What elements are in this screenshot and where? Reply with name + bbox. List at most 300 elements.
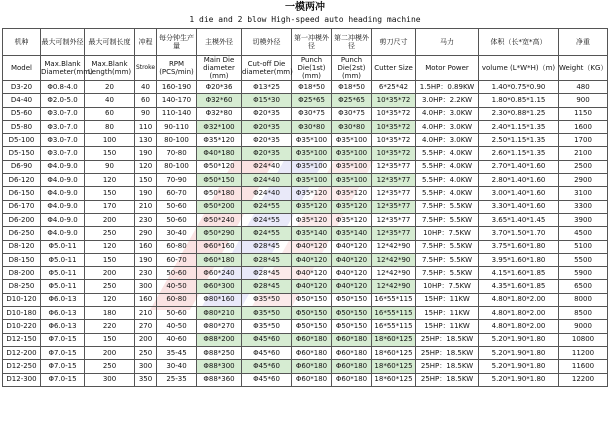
cutter-size-cell: 12*35*77: [372, 174, 416, 187]
cutter-size-cell: 12*42*90: [372, 267, 416, 280]
cutter-size-cell: 18*60*125: [372, 346, 416, 359]
cutoff-die-cell: Φ20*35: [242, 134, 292, 147]
volume-cell: 5.20*1.90*1.80: [479, 373, 559, 386]
volume-cell: 2.30*0.88*1.25: [479, 107, 559, 120]
model-cell: D6-200: [3, 213, 41, 226]
stroke-cell: 350: [135, 373, 157, 386]
header-cell-cn: 切模外径: [242, 29, 292, 56]
rpm-cell: 70-80: [157, 147, 197, 160]
cutoff-die-cell: Φ24*40: [242, 187, 292, 200]
cutoff-die-cell: Φ24*40: [242, 160, 292, 173]
stroke-cell: 270: [135, 320, 157, 333]
header-cell-cn: 马力: [416, 29, 479, 56]
stroke-cell: 250: [135, 346, 157, 359]
weight-cell: 3300: [559, 200, 608, 213]
main-die-cell: Φ80*210: [197, 307, 242, 320]
blank-diameter-cell: Φ3.0-7.0: [41, 134, 85, 147]
table-row: [3, 253, 608, 266]
punch-die-1st-cell: Φ30*80: [292, 120, 332, 133]
header-cell-en: Model: [3, 56, 41, 81]
table-row: [3, 120, 608, 133]
cutter-size-cell: 12*35*77: [372, 213, 416, 226]
volume-cell: 2.40*1.15*1.35: [479, 120, 559, 133]
header-cell-cn: 每分钟生产量: [157, 29, 197, 56]
blank-length-cell: 150: [85, 333, 135, 346]
punch-die-1st-cell: Φ40*120: [292, 240, 332, 253]
header-cell-cn: 体积（长*宽*高）: [479, 29, 559, 56]
punch-die-2st-cell: Φ40*120: [332, 267, 372, 280]
punch-die-1st-cell: Φ50*150: [292, 307, 332, 320]
cutter-size-cell: 12*42*90: [372, 240, 416, 253]
weight-cell: 900: [559, 94, 608, 107]
blank-length-cell: 100: [85, 134, 135, 147]
main-die-cell: Φ50*180: [197, 187, 242, 200]
weight-cell: 1700: [559, 134, 608, 147]
blank-length-cell: 250: [85, 280, 135, 293]
rpm-cell: 60-80: [157, 293, 197, 306]
motor-power-cell: 5.5HP：4.0KW: [416, 174, 479, 187]
punch-die-1st-cell: Φ35*100: [292, 134, 332, 147]
stroke-cell: 300: [135, 280, 157, 293]
cutoff-die-cell: Φ35*50: [242, 307, 292, 320]
punch-die-2st-cell: Φ30*80: [332, 120, 372, 133]
rpm-cell: 50-60: [157, 267, 197, 280]
main-die-cell: Φ88*250: [197, 346, 242, 359]
header-cell-en: RPM (PCS/min): [157, 56, 197, 81]
volume-cell: 2.60*1.15*1.35: [479, 147, 559, 160]
table-row: [3, 280, 608, 293]
table-body: [3, 81, 608, 387]
blank-diameter-cell: Φ7.0-15: [41, 373, 85, 386]
blank-length-cell: 180: [85, 307, 135, 320]
punch-die-1st-cell: Φ18*50: [292, 81, 332, 94]
model-cell: D12-150: [3, 333, 41, 346]
stroke-cell: 230: [135, 213, 157, 226]
punch-die-2st-cell: Φ25*65: [332, 94, 372, 107]
stroke-cell: 230: [135, 267, 157, 280]
volume-cell: 3.30*1.40*1.60: [479, 200, 559, 213]
weight-cell: 1150: [559, 107, 608, 120]
blank-length-cell: 250: [85, 227, 135, 240]
cutter-size-cell: 12*35*77: [372, 160, 416, 173]
motor-power-cell: 25HP：18.5KW: [416, 373, 479, 386]
punch-die-2st-cell: Φ35*140: [332, 227, 372, 240]
volume-cell: 2.50*1.15*1.35: [479, 134, 559, 147]
volume-cell: 5.20*1.90*1.80: [479, 360, 559, 373]
header-row-en: [3, 56, 608, 81]
cutter-size-cell: 16*55*115: [372, 320, 416, 333]
table-row: [3, 147, 608, 160]
stroke-cell: 110: [135, 120, 157, 133]
model-cell: D10-220: [3, 320, 41, 333]
punch-die-1st-cell: Φ35*120: [292, 200, 332, 213]
main-die-cell: Φ32*80: [197, 107, 242, 120]
header-cell-en: Stroke: [135, 56, 157, 81]
blank-diameter-cell: Φ6.0-13: [41, 307, 85, 320]
motor-power-cell: 25HP：18.5KW: [416, 360, 479, 373]
motor-power-cell: 7.5HP：5.5KW: [416, 267, 479, 280]
punch-die-1st-cell: Φ50*150: [292, 293, 332, 306]
punch-die-2st-cell: Φ35*100: [332, 147, 372, 160]
main-die-cell: Φ50*120: [197, 160, 242, 173]
header-cell-cn: 机种: [3, 29, 41, 56]
model-cell: D4-40: [3, 94, 41, 107]
motor-power-cell: 4.0HP：3.0KW: [416, 107, 479, 120]
motor-power-cell: 4.0HP：3.0KW: [416, 134, 479, 147]
stroke-cell: 120: [135, 160, 157, 173]
blank-diameter-cell: Φ4.0-9.0: [41, 160, 85, 173]
model-cell: D8-250: [3, 280, 41, 293]
cutoff-die-cell: Φ45*60: [242, 360, 292, 373]
model-cell: D6-150: [3, 187, 41, 200]
table-row: [3, 107, 608, 120]
model-cell: D6-120: [3, 174, 41, 187]
header-cell-en: volume (L*W*H)（m): [479, 56, 559, 81]
volume-cell: 2.80*1.40*1.60: [479, 174, 559, 187]
cutter-size-cell: 12*35*77: [372, 227, 416, 240]
blank-diameter-cell: Φ7.0-15: [41, 346, 85, 359]
table-row: [3, 227, 608, 240]
blank-length-cell: 200: [85, 346, 135, 359]
volume-cell: 3.75*1.60*1.80: [479, 240, 559, 253]
main-die-cell: Φ88*300: [197, 360, 242, 373]
header-cell-cn: 第一冲模外径: [292, 29, 332, 56]
blank-diameter-cell: Φ4.0-9.0: [41, 174, 85, 187]
weight-cell: 12200: [559, 373, 608, 386]
punch-die-2st-cell: Φ35*120: [332, 200, 372, 213]
punch-die-1st-cell: Φ35*100: [292, 174, 332, 187]
volume-cell: 3.95*1.60*1.80: [479, 253, 559, 266]
header-cell-en: Weight（KG）: [559, 56, 608, 81]
volume-cell: 1.40*0.75*0.90: [479, 81, 559, 94]
main-die-cell: Φ32*100: [197, 120, 242, 133]
punch-die-1st-cell: Φ35*140: [292, 227, 332, 240]
stroke-cell: 190: [135, 147, 157, 160]
punch-die-2st-cell: Φ40*120: [332, 280, 372, 293]
blank-diameter-cell: Φ5.0-11: [41, 253, 85, 266]
weight-cell: 11600: [559, 360, 608, 373]
stroke-cell: 190: [135, 187, 157, 200]
cutoff-die-cell: Φ45*60: [242, 373, 292, 386]
cutter-size-cell: 16*55*115: [372, 307, 416, 320]
cutter-size-cell: 10*35*72: [372, 107, 416, 120]
model-cell: D10-120: [3, 293, 41, 306]
main-die-cell: Φ60*240: [197, 267, 242, 280]
stroke-cell: 160: [135, 240, 157, 253]
blank-length-cell: 170: [85, 200, 135, 213]
header-cell-cn: 剪刀尺寸: [372, 29, 416, 56]
model-cell: D12-250: [3, 360, 41, 373]
punch-die-2st-cell: Φ18*50: [332, 81, 372, 94]
main-die-cell: Φ50*150: [197, 174, 242, 187]
table-row: [3, 94, 608, 107]
stroke-cell: 160: [135, 293, 157, 306]
weight-cell: 9000: [559, 320, 608, 333]
motor-power-cell: 15HP：11KW: [416, 320, 479, 333]
blank-length-cell: 150: [85, 187, 135, 200]
rpm-cell: 110-140: [157, 107, 197, 120]
rpm-cell: 50-60: [157, 307, 197, 320]
page-title: 一模两冲: [285, 2, 325, 13]
blank-diameter-cell: Φ6.0-13: [41, 320, 85, 333]
motor-power-cell: 25HP：18.5KW: [416, 333, 479, 346]
weight-cell: 6500: [559, 280, 608, 293]
blank-length-cell: 250: [85, 360, 135, 373]
cutter-size-cell: 12*42*90: [372, 253, 416, 266]
cutter-size-cell: 6*25*42: [372, 81, 416, 94]
cutoff-die-cell: Φ45*60: [242, 346, 292, 359]
model-cell: D6-90: [3, 160, 41, 173]
title-block: [0, 0, 610, 28]
table-row: [3, 240, 608, 253]
main-die-cell: Φ32*60: [197, 94, 242, 107]
model-cell: D5-80: [3, 120, 41, 133]
table-row: [3, 81, 608, 94]
weight-cell: 8500: [559, 307, 608, 320]
blank-diameter-cell: Φ7.0-15: [41, 333, 85, 346]
blank-diameter-cell: Φ5.0-11: [41, 280, 85, 293]
cutter-size-cell: 10*35*72: [372, 134, 416, 147]
blank-diameter-cell: Φ3.0-7.0: [41, 147, 85, 160]
rpm-cell: 80-100: [157, 160, 197, 173]
blank-diameter-cell: Φ3.0-7.0: [41, 120, 85, 133]
weight-cell: 8000: [559, 293, 608, 306]
rpm-cell: 80-100: [157, 134, 197, 147]
motor-power-cell: 5.5HP：4.0KW: [416, 160, 479, 173]
punch-die-2st-cell: Φ60*180: [332, 333, 372, 346]
punch-die-1st-cell: Φ60*180: [292, 346, 332, 359]
model-cell: D5-100: [3, 134, 41, 147]
blank-length-cell: 90: [85, 160, 135, 173]
stroke-cell: 190: [135, 253, 157, 266]
table-row: [3, 187, 608, 200]
blank-diameter-cell: Φ5.0-11: [41, 267, 85, 280]
motor-power-cell: 15HP：11KW: [416, 293, 479, 306]
main-die-cell: Φ35*120: [197, 134, 242, 147]
volume-cell: 5.20*1.90*1.80: [479, 346, 559, 359]
blank-diameter-cell: Φ6.0-13: [41, 293, 85, 306]
punch-die-1st-cell: Φ35*100: [292, 147, 332, 160]
blank-length-cell: 150: [85, 253, 135, 266]
main-die-cell: Φ60*160: [197, 240, 242, 253]
motor-power-cell: 5.5HP：4.0KW: [416, 187, 479, 200]
blank-length-cell: 80: [85, 120, 135, 133]
blank-diameter-cell: Φ0.8-4.0: [41, 81, 85, 94]
stroke-cell: 300: [135, 360, 157, 373]
header-cell-cn: 最大可制外径: [41, 29, 85, 56]
punch-die-1st-cell: Φ25*65: [292, 94, 332, 107]
stroke-cell: 90: [135, 107, 157, 120]
cutoff-die-cell: Φ28*45: [242, 240, 292, 253]
weight-cell: 1600: [559, 120, 608, 133]
header-cell-en: Cutter Size: [372, 56, 416, 81]
rpm-cell: 40-50: [157, 280, 197, 293]
page-subtitle: 1 die and 2 blow High-speed auto heading machine: [189, 15, 421, 24]
blank-diameter-cell: Φ2.0-5.0: [41, 94, 85, 107]
header-cell-en: Main Die diameter (mm): [197, 56, 242, 81]
main-die-cell: Φ88*360: [197, 373, 242, 386]
cutoff-die-cell: Φ28*45: [242, 253, 292, 266]
header-row-cn: [3, 29, 608, 56]
main-die-cell: Φ50*240: [197, 213, 242, 226]
punch-die-1st-cell: Φ50*150: [292, 320, 332, 333]
motor-power-cell: 10HP：7.5KW: [416, 280, 479, 293]
punch-die-2st-cell: Φ35*100: [332, 174, 372, 187]
blank-diameter-cell: Φ7.0-15: [41, 360, 85, 373]
punch-die-2st-cell: Φ35*100: [332, 134, 372, 147]
cutter-size-cell: 16*55*115: [372, 293, 416, 306]
rpm-cell: 90-110: [157, 120, 197, 133]
cutoff-die-cell: Φ20*35: [242, 107, 292, 120]
volume-cell: 4.80*1.80*2.00: [479, 320, 559, 333]
blank-length-cell: 200: [85, 267, 135, 280]
table-row: [3, 200, 608, 213]
cutter-size-cell: 10*35*72: [372, 94, 416, 107]
header-cell-cn: 冲程: [135, 29, 157, 56]
header-cell-en: Motor Power: [416, 56, 479, 81]
main-die-cell: Φ60*180: [197, 253, 242, 266]
blank-length-cell: 120: [85, 174, 135, 187]
punch-die-2st-cell: Φ40*120: [332, 240, 372, 253]
table-row: [3, 346, 608, 359]
cutoff-die-cell: Φ24*55: [242, 227, 292, 240]
weight-cell: 3900: [559, 213, 608, 226]
stroke-cell: 150: [135, 174, 157, 187]
motor-power-cell: 7.5HP：5.5KW: [416, 253, 479, 266]
rpm-cell: 30-40: [157, 360, 197, 373]
model-cell: D6-170: [3, 200, 41, 213]
table-row: [3, 320, 608, 333]
rpm-cell: 140-170: [157, 94, 197, 107]
motor-power-cell: 7.5HP：5.5KW: [416, 213, 479, 226]
stroke-cell: 130: [135, 134, 157, 147]
cutter-size-cell: 12*35*77: [372, 200, 416, 213]
punch-die-2st-cell: Φ35*120: [332, 213, 372, 226]
punch-die-1st-cell: Φ40*120: [292, 253, 332, 266]
table-row: [3, 307, 608, 320]
weight-cell: 5900: [559, 267, 608, 280]
stroke-cell: 290: [135, 227, 157, 240]
blank-diameter-cell: Φ4.0-9.0: [41, 227, 85, 240]
header-cell-cn: 主模外径: [197, 29, 242, 56]
cutoff-die-cell: Φ35*50: [242, 293, 292, 306]
volume-cell: 3.65*1.40*1.45: [479, 213, 559, 226]
volume-cell: 4.80*1.80*2.00: [479, 293, 559, 306]
blank-diameter-cell: Φ4.0-9.0: [41, 187, 85, 200]
weight-cell: 2100: [559, 147, 608, 160]
punch-die-2st-cell: Φ60*180: [332, 360, 372, 373]
motor-power-cell: 25HP：18.5KW: [416, 346, 479, 359]
rpm-cell: 60-80: [157, 240, 197, 253]
blank-diameter-cell: Φ4.0-9.0: [41, 213, 85, 226]
cutter-size-cell: 12*42*90: [372, 280, 416, 293]
model-cell: D3-20: [3, 81, 41, 94]
table-row: [3, 213, 608, 226]
cutter-size-cell: 12*35*77: [372, 187, 416, 200]
punch-die-2st-cell: Φ50*150: [332, 307, 372, 320]
model-cell: D5-150: [3, 147, 41, 160]
main-die-cell: Φ50*200: [197, 200, 242, 213]
punch-die-1st-cell: Φ60*180: [292, 360, 332, 373]
rpm-cell: 40-50: [157, 320, 197, 333]
punch-die-1st-cell: Φ60*180: [292, 333, 332, 346]
main-die-cell: Φ50*290: [197, 227, 242, 240]
cutoff-die-cell: Φ24*55: [242, 200, 292, 213]
cutter-size-cell: 10*35*72: [372, 147, 416, 160]
table-row: [3, 134, 608, 147]
volume-cell: 4.15*1.60*1.85: [479, 267, 559, 280]
rpm-cell: 160-190: [157, 81, 197, 94]
motor-power-cell: 10HP：7.5KW: [416, 227, 479, 240]
cutter-size-cell: 18*60*125: [372, 333, 416, 346]
main-die-cell: Φ80*270: [197, 320, 242, 333]
model-cell: D10-180: [3, 307, 41, 320]
punch-die-2st-cell: Φ50*150: [332, 293, 372, 306]
stroke-cell: 40: [135, 81, 157, 94]
cutter-size-cell: 18*60*125: [372, 373, 416, 386]
blank-length-cell: 150: [85, 147, 135, 160]
table-row: [3, 174, 608, 187]
header-cell-cn: 第二冲模外径: [332, 29, 372, 56]
volume-cell: 4.80*1.80*2.00: [479, 307, 559, 320]
table-row: [3, 333, 608, 346]
main-die-cell: Φ20*36: [197, 81, 242, 94]
rpm-cell: 30-40: [157, 227, 197, 240]
weight-cell: 480: [559, 81, 608, 94]
rpm-cell: 35-45: [157, 346, 197, 359]
cutoff-die-cell: Φ15*30: [242, 94, 292, 107]
rpm-cell: 60-70: [157, 253, 197, 266]
cutter-size-cell: 18*60*125: [372, 360, 416, 373]
rpm-cell: 50-60: [157, 200, 197, 213]
motor-power-cell: 5.5HP：4.0KW: [416, 147, 479, 160]
weight-cell: 3100: [559, 187, 608, 200]
weight-cell: 5100: [559, 240, 608, 253]
cutoff-die-cell: Φ35*50: [242, 320, 292, 333]
header-cell-en: Max.Blank Diameter(mm): [41, 56, 85, 81]
header-cell-cn: 净重: [559, 29, 608, 56]
model-cell: D12-300: [3, 373, 41, 386]
weight-cell: 10800: [559, 333, 608, 346]
volume-cell: 4.35*1.60*1.85: [479, 280, 559, 293]
blank-length-cell: 120: [85, 293, 135, 306]
model-cell: D6-250: [3, 227, 41, 240]
punch-die-1st-cell: Φ40*120: [292, 267, 332, 280]
punch-die-1st-cell: Φ40*120: [292, 280, 332, 293]
model-cell: D8-120: [3, 240, 41, 253]
main-die-cell: Φ40*180: [197, 147, 242, 160]
volume-cell: 2.70*1.40*1.60: [479, 160, 559, 173]
model-cell: D5-60: [3, 107, 41, 120]
stroke-cell: 200: [135, 333, 157, 346]
punch-die-2st-cell: Φ60*180: [332, 373, 372, 386]
punch-die-2st-cell: Φ35*100: [332, 160, 372, 173]
blank-diameter-cell: Φ3.0-7.0: [41, 107, 85, 120]
volume-cell: 5.20*1.90*1.80: [479, 333, 559, 346]
punch-die-2st-cell: Φ35*120: [332, 187, 372, 200]
punch-die-2st-cell: Φ50*150: [332, 320, 372, 333]
volume-cell: 3.70*1.50*1.70: [479, 227, 559, 240]
punch-die-1st-cell: Φ35*120: [292, 187, 332, 200]
table-row: [3, 160, 608, 173]
punch-die-2st-cell: Φ30*75: [332, 107, 372, 120]
stroke-cell: 210: [135, 200, 157, 213]
main-die-cell: Φ80*160: [197, 293, 242, 306]
stroke-cell: 60: [135, 94, 157, 107]
spec-table: [2, 28, 608, 387]
blank-length-cell: 40: [85, 94, 135, 107]
motor-power-cell: 1.5HP：0.89KW: [416, 81, 479, 94]
